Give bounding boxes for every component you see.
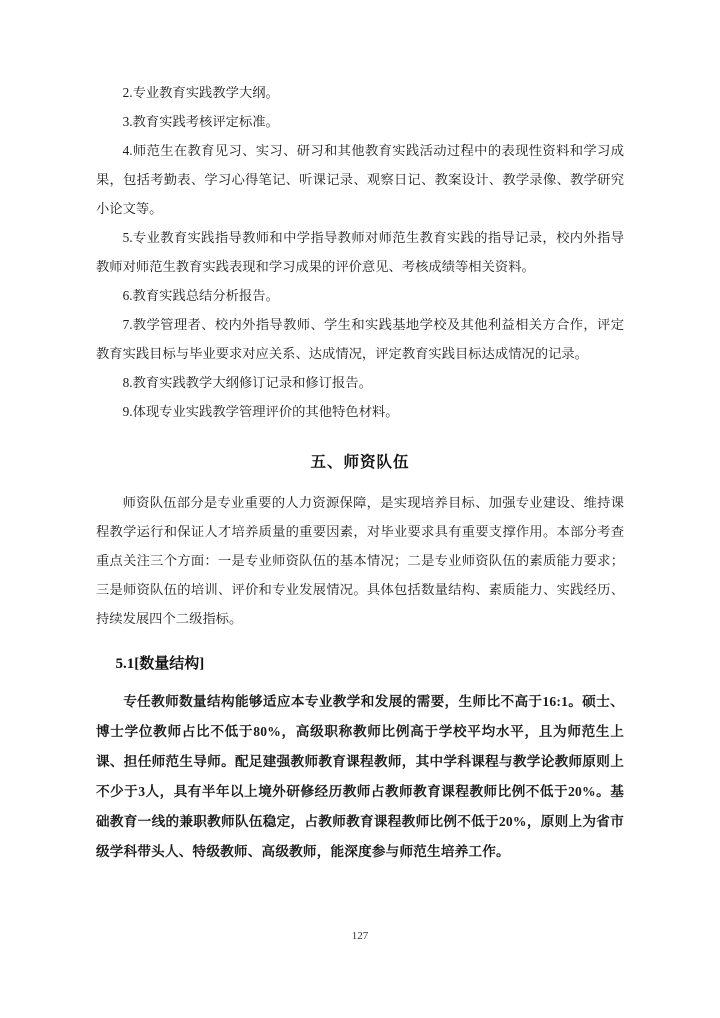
list-item: 2.专业教育实践教学大纲。 bbox=[122, 85, 279, 100]
list-item: 5.专业教育实践指导教师和中学指导教师对师范生教育实践的指导记录，校内外指导教师对师范生教育实践表现和学习成果的评价意见、考核成绩等相关资料。 bbox=[96, 230, 624, 274]
list-item: 6.教育实践总结分析报告。 bbox=[122, 288, 279, 303]
subsection-body bbox=[96, 687, 624, 867]
section-paragraph: 师资队伍部分是专业重要的人力资源保障，是实现培养目标、加强专业建设、维持课程教学运行和保证人才培养质量的重要因素，对毕业要求具有重要支撑作用。本部分考查重点关注三个方面：一是专业师资队伍的基本情况；二是专业师资队伍的素质能力要求；三是师资队伍的培训、评价和专业发展情况。具体包括数量结构、素质能力、实践经历、持续发展四个二级指标。 bbox=[96, 495, 624, 626]
list-item: 8.教育实践教学大纲修订记录和修订报告。 bbox=[122, 375, 372, 390]
page-number: 127 bbox=[351, 930, 369, 942]
subsection-heading: 5.1[数量结构] bbox=[115, 656, 205, 672]
list-item: 3.教育实践考核评定标准。 bbox=[122, 114, 279, 129]
list-item: 9.体现专业实践教学管理评价的其他特色材料。 bbox=[122, 404, 399, 419]
list-item: 7.教学管理者、校内外指导教师、学生和实践基地学校及其他利益相关方合作，评定教育实践目标与毕业要求对应关系、达成情况，评定教育实践目标达成情况的记录。 bbox=[96, 317, 624, 361]
page-content bbox=[96, 78, 624, 867]
list-item: 4.师范生在教育见习、实习、研习和其他教育实践活动过程中的表现性资料和学习成果，包括考勤表、学习心得笔记、听课记录、观察日记、教案设计、教学录像、教学研究小论文等。 bbox=[96, 143, 624, 216]
section-heading: 五、师资队伍 bbox=[310, 454, 410, 471]
subsection-paragraph: 专任教师数量结构能够适应本专业教学和发展的需要，生师比不高于16:1。硕士、博士学位教师占比不低于80%，高级职称教师比例高于学校平均水平，且为师范生上课、担任师范生导师。配足建强教师教育课程教师，其中学科课程与教学论教师原则上不少于3人，具有半年以上境外研修经历教师占教师教育课程教师比例不低于20%。基础教育一线的兼职教师队伍稳定，占教师教育课程教师比例不低于20%，原则上为省市级学科带头人、特级教师、高级教师，能深度参与师范生培养工作。 bbox=[96, 694, 624, 859]
